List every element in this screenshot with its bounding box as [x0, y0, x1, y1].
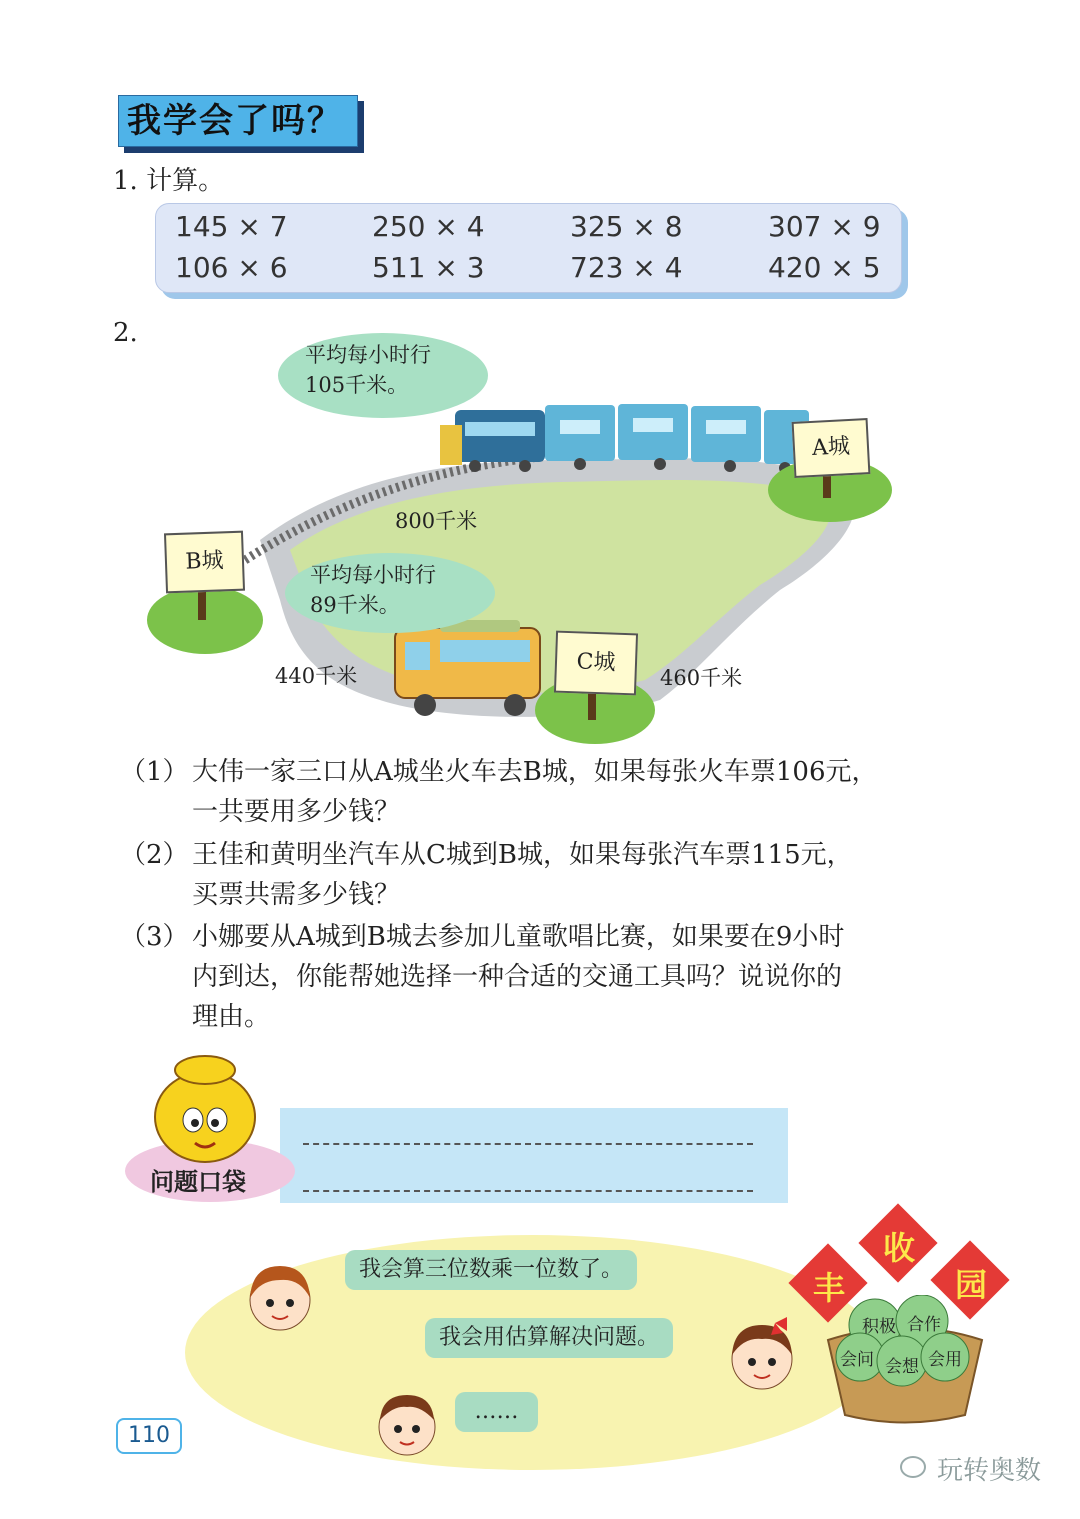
calc-item: 250 × 4 [372, 210, 485, 243]
problem-3-number: （3） [120, 922, 189, 952]
section-title [118, 95, 358, 147]
pocket-mascot-icon [135, 1045, 275, 1165]
ball-label: 会用 [928, 1350, 962, 1370]
route-map-illustration [140, 330, 900, 750]
girl-avatar-icon [240, 1258, 320, 1338]
calc-item: 307 × 9 [768, 210, 881, 243]
train-bubble-line1: 平均每小时行 [305, 343, 431, 367]
problem-2-number: （2） [120, 840, 189, 870]
calc-item: 723 × 4 [570, 251, 683, 284]
city-c-sign: C城 [554, 631, 638, 696]
calc-item: 106 × 6 [175, 251, 288, 284]
problem-2-line1: 王佳和黄明坐汽车从C城到B城，如果每张汽车票115元， [192, 840, 853, 870]
bus-bubble-line1: 平均每小时行 [310, 563, 436, 587]
talk-bubble-1: 我会算三位数乘一位数了。 [345, 1250, 637, 1290]
city-b-sign: B城 [164, 531, 245, 594]
watermark-text: 玩转奥数 [937, 1456, 1042, 1486]
problem-3-line2: 内到达，你能帮她选择一种合适的交通工具吗？说说你的 [192, 962, 843, 992]
section-title-text: 我学会了吗？ [127, 101, 343, 141]
wechat-icon [900, 1456, 926, 1478]
distance-ab: 800千米 [395, 509, 478, 533]
question-pocket-panel [280, 1108, 788, 1203]
calc-item: 145 × 7 [175, 210, 288, 243]
harvest-title-char: 园 [954, 1266, 987, 1304]
problem-3-line1: 小娜要从A城到B城去参加儿童歌唱比赛，如果要在9小时 [192, 922, 845, 952]
page-number: 110 [116, 1418, 182, 1454]
bus-bubble-line2: 89千米。 [310, 593, 400, 617]
question-2-label: 2. [113, 318, 138, 348]
pocket-label: 问题口袋 [150, 1168, 246, 1196]
distance-ca: 460千米 [660, 666, 743, 690]
problem-1-line1: 大伟一家三口从A城坐火车去B城，如果每张火车票106元， [192, 757, 878, 787]
harvest-title-char: 收 [882, 1229, 915, 1267]
talk-bubble-3: …… [455, 1392, 538, 1432]
writing-line-2[interactable] [303, 1190, 753, 1192]
problem-3-line3: 理由。 [192, 1002, 271, 1032]
talk-bubble-2: 我会用估算解决问题。 [425, 1318, 673, 1358]
ball-label: 会问 [840, 1350, 874, 1370]
question-1-label: 1. 计算。 [113, 166, 225, 196]
ball-label: 会想 [885, 1357, 919, 1377]
writing-line-1[interactable] [303, 1143, 753, 1145]
problem-2-line2: 买票共需多少钱？ [192, 880, 401, 910]
ball-label: 合作 [907, 1315, 941, 1335]
ball-label: 积极 [862, 1317, 896, 1337]
calc-item: 511 × 3 [372, 251, 485, 284]
boy-avatar-icon [370, 1385, 445, 1465]
problem-1-line2: 一共要用多少钱？ [192, 797, 401, 827]
distance-bc: 440千米 [275, 664, 358, 688]
train-bubble-line2: 105千米。 [305, 373, 409, 397]
calc-item: 325 × 8 [570, 210, 683, 243]
girl-with-bow-avatar-icon [720, 1315, 805, 1395]
calc-item: 420 × 5 [768, 251, 881, 284]
city-a-sign: A城 [792, 418, 871, 478]
harvest-title-char: 丰 [812, 1269, 845, 1307]
problem-1-number: （1） [120, 757, 189, 787]
